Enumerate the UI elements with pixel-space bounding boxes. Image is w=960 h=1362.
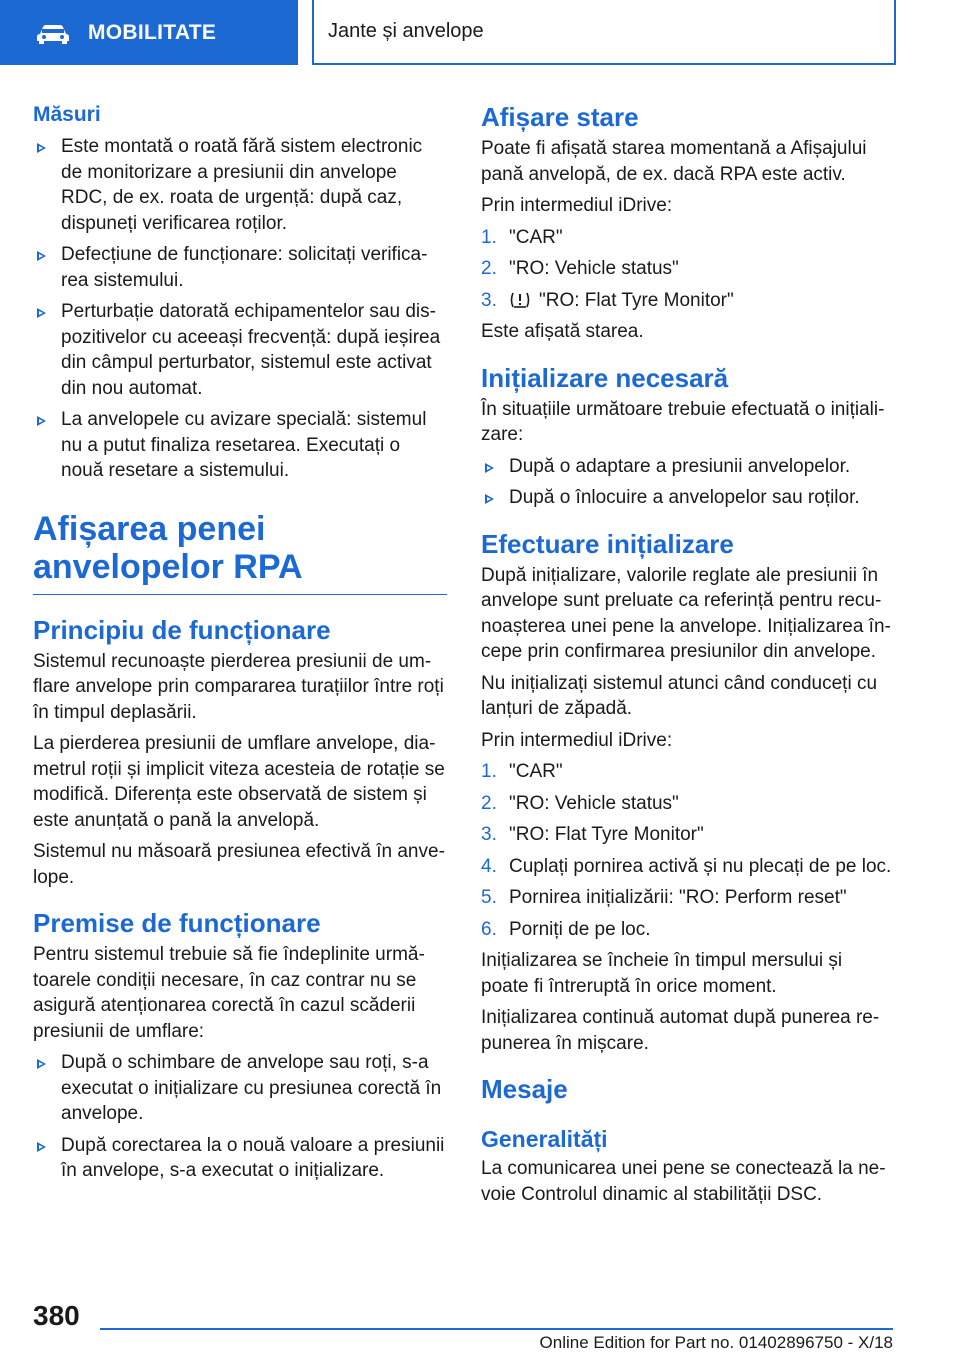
paragraph: Pentru sistemul trebuie să fie îndeplinite următoarele condiții necesare, în caz contrar nu se asigură atenționarea corectă în cazul scăderii presiunii de umflare:	[33, 944, 425, 1042]
principiu-heading: Principiu de funcționare	[33, 614, 331, 645]
list-item: După o înlocuire a anvelopelor sau roților.	[481, 485, 893, 511]
paragraph: Sistemul recunoaște pierderea presiunii de umflare anvelope prin compararea turațiilor între roți în timpul deplasării.	[33, 650, 444, 723]
list-item: 4. Cuplați pornirea activă și nu plecați de pe loc.	[481, 855, 892, 877]
list-item: Este montată o roată fără sistem electronic de monitorizare a presiunii din anvelope RDC, de ex. roata de urgență: după caz, dispuneți verificarea roților.	[33, 134, 447, 236]
premise-heading: Premise de funcționare	[33, 908, 321, 938]
afisare-heading: Afișare stare	[481, 102, 639, 132]
list-item: 5. Pornirea inițializării: "RO: Perform reset"	[481, 887, 847, 908]
paragraph: Inițializarea se încheie în timpul mersului și poate fi întreruptă în orice moment.	[481, 950, 843, 997]
section-tab[interactable]	[0, 0, 298, 65]
masuri-list	[33, 134, 447, 484]
paragraph: Sistemul nu măsoară presiunea efectivă în anvelope.	[33, 841, 445, 888]
paragraph: Poate fi afișată starea momentană a Afișajului pană anvelopă, de ex. dacă RPA este activ.	[481, 138, 867, 185]
list-item: 1. "CAR"	[481, 761, 563, 782]
paragraph: În situațiile următoare trebuie efectuată o inițializare:	[481, 398, 885, 445]
paragraph: Nu inițializați sistemul atunci când conduceți cu lanțuri de zăpadă.	[481, 672, 878, 719]
right-column	[481, 100, 893, 1213]
car-icon	[36, 22, 70, 44]
paragraph: La pierderea presiunii de umflare anvelope, diametrul roții și implicit viteza acesteia de rotație se modifică. Diferența este observată de sistem și este anunțată o pană la anvelopă.	[33, 733, 445, 831]
paragraph: La comunicarea unei pene se conectează la nevoie Controlul dinamic al stabilității DSC.	[481, 1158, 886, 1205]
paragraph: După inițializare, valorile reglate ale presiunii în anvelope sunt preluate ca referință pentru recunoașterea unei pene la anvelope. Inițializarea începe prin confirmarea presiunilor din anvelope.	[481, 564, 891, 662]
premise-list	[33, 1050, 447, 1184]
list-item: 6. Porniți de pe loc.	[481, 918, 651, 940]
section-title: MOBILITATE	[88, 20, 217, 44]
paragraph: Prin intermediul iDrive:	[481, 195, 673, 216]
efectuare-heading: Efectuare inițializare	[481, 528, 734, 559]
list-item: După corectarea la o nouă valoare a presiunii în anvelope, s-a executat o inițializare.	[33, 1133, 447, 1184]
chapter-title: Jante și anvelope	[328, 20, 484, 42]
list-item: 3. "RO: Flat Tyre Monitor"	[481, 289, 734, 311]
init-necesara-list	[481, 454, 893, 511]
paragraph: Este afișată starea.	[481, 321, 644, 342]
tire-warning-icon	[509, 291, 531, 309]
afisare-steps	[481, 225, 893, 314]
left-column	[33, 100, 447, 1190]
list-item: Defecțiune de funcționare: solicitați verificarea sistemului.	[33, 242, 447, 293]
chapter-bar	[312, 0, 896, 65]
list-item: 2. "RO: Vehicle status"	[481, 258, 679, 279]
generalitati-heading: Generalități	[481, 1126, 608, 1152]
list-item: 3. "RO: Flat Tyre Monitor"	[481, 824, 704, 845]
footer-divider	[100, 1328, 893, 1330]
page-number: 380	[33, 1300, 80, 1331]
list-item: Perturbație datorată echipamentelor sau dispozitivelor cu aceeași frecvență: după ieșirea din câmpul perturbator, sistemul este activat din nou automat.	[33, 299, 447, 401]
masuri-heading: Măsuri	[33, 103, 101, 126]
list-item: 1. "CAR"	[481, 226, 563, 248]
list-item: După o adaptare a presiunii anvelopelor.	[481, 454, 893, 480]
list-item: 2. "RO: Vehicle status"	[481, 792, 679, 814]
paragraph: Prin intermediul iDrive:	[481, 729, 673, 751]
init-necesara-heading: Inițializare necesară	[481, 362, 729, 393]
efectuare-steps	[481, 759, 893, 942]
list-item: După o schimbare de anvelope sau roți, s-a executat o inițializare cu presiunea corectă în anvelope.	[33, 1050, 447, 1127]
main-heading: Afișarea penei anvelopelor RPA	[33, 510, 447, 595]
paragraph: Inițializarea continuă automat după punerea repunerea în mișcare.	[481, 1007, 880, 1054]
mesaje-heading: Mesaje	[481, 1074, 568, 1104]
edition-text: Online Edition for Part no. 01402896750 - X/18	[539, 1333, 893, 1352]
list-item: La anvelopele cu avizare specială: sistemul nu a putut finaliza resetarea. Executați o nouă resetare a sistemului.	[33, 407, 447, 484]
